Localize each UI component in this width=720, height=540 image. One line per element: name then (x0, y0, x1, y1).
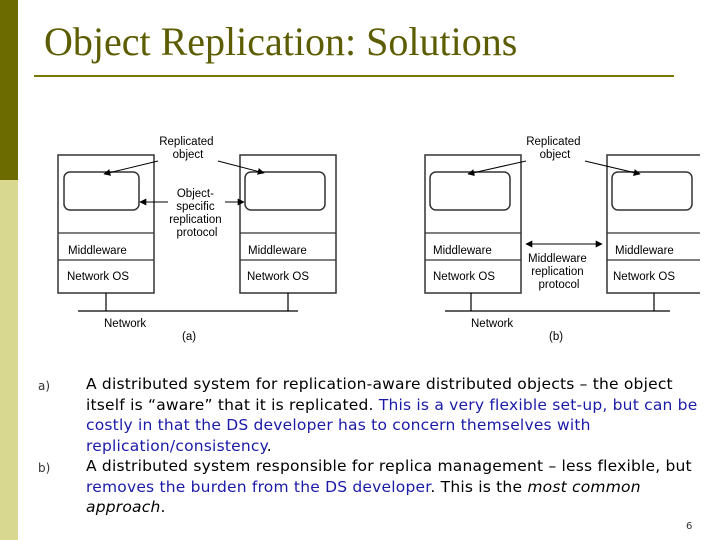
replicated-object-label: Replicated object (526, 136, 581, 161)
solutions-list (38, 374, 708, 518)
list-item (38, 456, 708, 518)
list-item (38, 374, 708, 456)
replicated-object-label: Replicated object (159, 136, 214, 161)
middleware-label: Middleware (68, 245, 127, 257)
network-os-label: Network OS (67, 271, 129, 283)
screen-a-left (64, 172, 139, 210)
item-text: A distributed system responsible for replica management – less flexible, but removes the burden from the DS developer. This is the most common approach. (86, 457, 692, 516)
italic-text: most common approach (86, 477, 641, 516)
middleware-label: Middleware (433, 245, 492, 257)
protocol-label: Object- specific replication protocol (169, 188, 222, 239)
network-os-label: Network OS (247, 271, 309, 283)
diagram-a (58, 136, 336, 343)
screen-b-left (430, 172, 510, 210)
emphasis-text: removes the burden from the DS developer (86, 477, 431, 496)
title-underline (34, 75, 674, 77)
screen-b-right (612, 172, 692, 210)
protocol-label: Middleware replication protocol (527, 253, 587, 291)
slide-title: Object Replication: Solutions (44, 19, 518, 64)
emphasis-text: This is a very flexible set-up, but can be costly in that the DS developer has to concern themselves with replication/consistency (86, 395, 698, 455)
caption-b: (b) (549, 331, 564, 343)
network-os-label: Network OS (433, 271, 495, 283)
diagram-b (425, 136, 700, 343)
screen-a-right (245, 172, 325, 210)
caption-a: (a) (182, 331, 197, 343)
list-marker: a) (38, 379, 51, 393)
network-label: Network (104, 318, 147, 330)
network-os-label: Network OS (613, 271, 675, 283)
replication-diagram (40, 125, 700, 350)
accent-bar-bottom (0, 180, 18, 540)
list-marker: b) (38, 461, 51, 475)
middleware-label: Middleware (248, 245, 307, 257)
middleware-label: Middleware (615, 245, 674, 257)
network-label: Network (471, 318, 514, 330)
page-number: 6 (686, 521, 693, 532)
accent-bar-top (0, 0, 18, 180)
item-text: A distributed system for replication-aware distributed objects – the object itself is “aware” that it is replicated. This is a very flexible set-up, but can be costly in that the DS developer has to concern themselves with replication/consistency. (86, 375, 698, 455)
